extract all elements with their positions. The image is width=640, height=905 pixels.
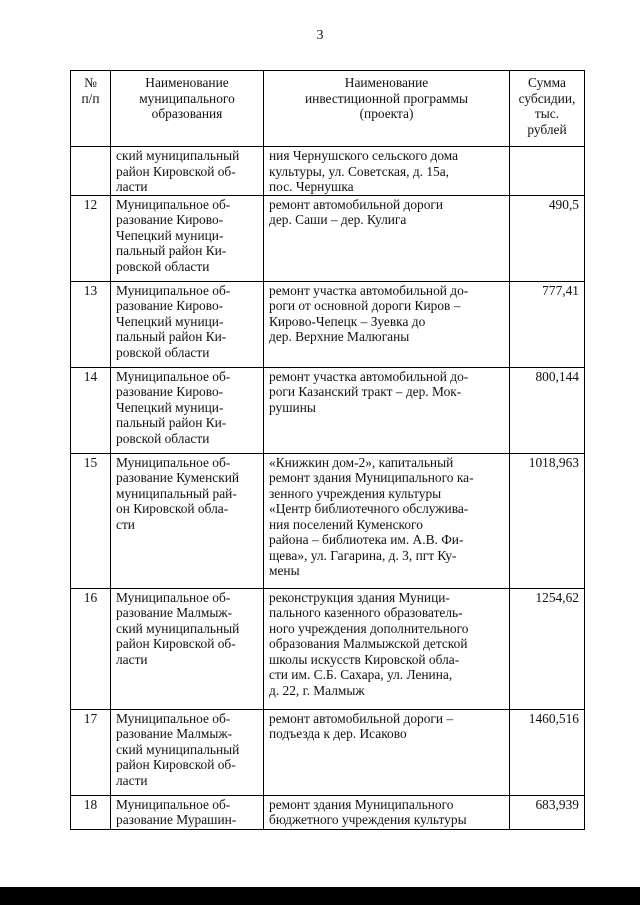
row-municipality bbox=[111, 195, 264, 281]
cell-line: ласти bbox=[116, 772, 148, 788]
cell-line: Муниципальное об- bbox=[116, 796, 231, 812]
row-municipality bbox=[111, 147, 264, 196]
cell-line: пальный район Ки- bbox=[116, 329, 227, 344]
header-line: рублей bbox=[527, 121, 567, 137]
cell-line: разование Малмыж- bbox=[116, 726, 233, 741]
header-line: субсидии, bbox=[518, 90, 576, 106]
header-line: тыс. bbox=[534, 106, 560, 121]
cell-line: ласти bbox=[116, 179, 148, 194]
row-num: 13 bbox=[71, 281, 111, 367]
cell-line: разование Малмыж- bbox=[116, 605, 233, 620]
cell-line: Муниципальное об- bbox=[116, 589, 231, 605]
cell-line: ский муниципальный bbox=[116, 741, 240, 757]
cell-line: муниципальный рай- bbox=[116, 485, 237, 501]
row-program bbox=[264, 147, 510, 196]
cell-line: район Кировской об- bbox=[116, 757, 236, 772]
row-municipality bbox=[111, 367, 264, 453]
header-line: п/п bbox=[81, 90, 100, 106]
cell-line: культуры, ул. Советская, д. 15а, bbox=[269, 163, 450, 179]
cell-line: сти им. С.Б. Сахара, ул. Ленина, bbox=[269, 667, 453, 682]
row-num: 15 bbox=[71, 453, 111, 588]
cell-line: ния поселений Куменского bbox=[269, 516, 423, 532]
table-row bbox=[71, 195, 585, 281]
table-header-row bbox=[71, 71, 585, 147]
row-municipality bbox=[111, 453, 264, 588]
table-row bbox=[71, 367, 585, 453]
cell-line: сти bbox=[116, 516, 135, 532]
row-program bbox=[264, 195, 510, 281]
row-program bbox=[264, 453, 510, 588]
cell-line: разование Кирово- bbox=[116, 384, 224, 399]
cell-line: роги Казанский тракт – дер. Мок- bbox=[269, 384, 462, 399]
cell-line: район Кировской об- bbox=[116, 163, 236, 179]
row-program bbox=[264, 709, 510, 795]
cell-line: ремонт здания Муниципального bbox=[269, 796, 454, 812]
cell-line: Муниципальное об- bbox=[116, 368, 231, 384]
header-program bbox=[264, 71, 510, 147]
header-line: образования bbox=[151, 106, 223, 121]
row-program bbox=[264, 588, 510, 709]
cell-line: пос. Чернушка bbox=[269, 179, 354, 194]
header-line: (проекта) bbox=[359, 106, 414, 121]
row-municipality bbox=[111, 709, 264, 795]
header-line: Наименование bbox=[344, 75, 429, 90]
row-municipality bbox=[111, 588, 264, 709]
row-amount: 800,144 bbox=[510, 367, 585, 453]
table-row bbox=[71, 709, 585, 795]
cell-line: Муниципальное об- bbox=[116, 196, 231, 212]
cell-line: дер. Верхние Малюганы bbox=[269, 329, 410, 344]
row-amount: 490,5 bbox=[510, 195, 585, 281]
cell-line: школы искусств Кировской обла- bbox=[269, 651, 460, 667]
header-num bbox=[71, 71, 111, 147]
row-amount: 683,939 bbox=[510, 795, 585, 829]
header-line: муниципального bbox=[139, 90, 235, 106]
cell-line: зенного учреждения культуры bbox=[269, 485, 442, 501]
cell-line: Чепецкий муници- bbox=[116, 313, 224, 329]
cell-line: ровской области bbox=[116, 344, 210, 360]
cell-line: пального казенного образователь- bbox=[269, 605, 463, 620]
cell-line: разование Мурашин- bbox=[116, 812, 237, 827]
row-num: 18 bbox=[71, 795, 111, 829]
row-program bbox=[264, 367, 510, 453]
row-num: 16 bbox=[71, 588, 111, 709]
cell-line: ремонт участка автомобильной до- bbox=[269, 282, 469, 298]
cell-line: Муниципальное об- bbox=[116, 454, 231, 470]
cell-line: ного учреждения дополнительного bbox=[269, 620, 469, 636]
row-amount: 777,41 bbox=[510, 281, 585, 367]
row-municipality bbox=[111, 281, 264, 367]
cell-line: реконструкция здания Муници- bbox=[269, 589, 450, 605]
header-line: Наименование bbox=[145, 75, 229, 90]
row-amount: 1460,516 bbox=[510, 709, 585, 795]
cell-line: подъезда к дер. Исаково bbox=[269, 726, 407, 741]
cell-line: разование Кирово- bbox=[116, 298, 224, 313]
cell-line: разование Куменский bbox=[116, 470, 240, 485]
page-number: 3 bbox=[316, 28, 324, 43]
table-row bbox=[71, 147, 585, 196]
cell-line: д. 22, г. Малмыж bbox=[269, 682, 365, 698]
cell-line: щева», ул. Гагарина, д. 3, пгт Ку- bbox=[269, 547, 457, 563]
row-amount: 1018,963 bbox=[510, 453, 585, 588]
cell-line: Муниципальное об- bbox=[116, 282, 231, 298]
table-row bbox=[71, 795, 585, 829]
header-municipality bbox=[111, 71, 264, 147]
row-num: 17 bbox=[71, 709, 111, 795]
row-num bbox=[71, 147, 111, 196]
cell-line: дер. Саши – дер. Кулига bbox=[269, 212, 407, 227]
scan-bottom-edge bbox=[0, 887, 640, 905]
cell-line: ласти bbox=[116, 651, 148, 667]
cell-line: «Книжкин дом-2», капитальный bbox=[269, 454, 454, 470]
header-line: Сумма bbox=[528, 75, 566, 90]
header-line: № bbox=[84, 75, 97, 90]
cell-line: роги от основной дороги Киров – bbox=[269, 298, 461, 313]
row-program bbox=[264, 281, 510, 367]
cell-line: ремонт участка автомобильной до- bbox=[269, 368, 469, 384]
cell-line: района – библиотека им. А.В. Фи- bbox=[269, 532, 464, 547]
cell-line: ремонт автомобильной дороги – bbox=[269, 710, 454, 726]
cell-line: пальный район Ки- bbox=[116, 415, 227, 430]
cell-line: ский муниципальный bbox=[116, 620, 240, 636]
row-amount: 1254,62 bbox=[510, 588, 585, 709]
cell-line: ский муниципальный bbox=[116, 148, 240, 163]
table-row bbox=[71, 588, 585, 709]
cell-line: Муниципальное об- bbox=[116, 710, 231, 726]
table-row bbox=[71, 281, 585, 367]
cell-line: Чепецкий муници- bbox=[116, 399, 224, 415]
cell-line: «Центр библиотечного обслужива- bbox=[269, 501, 469, 516]
cell-line: ремонт автомобильной дороги bbox=[269, 196, 444, 212]
row-municipality bbox=[111, 795, 264, 829]
row-amount bbox=[510, 147, 585, 196]
header-amount bbox=[510, 71, 585, 147]
row-num: 14 bbox=[71, 367, 111, 453]
cell-line: пальный район Ки- bbox=[116, 243, 227, 258]
cell-line: район Кировской об- bbox=[116, 636, 236, 651]
cell-line: разование Кирово- bbox=[116, 212, 224, 227]
row-num: 12 bbox=[71, 195, 111, 281]
cell-line: он Кировской обла- bbox=[116, 501, 229, 516]
cell-line: образования Малмыжской детской bbox=[269, 636, 468, 651]
cell-line: бюджетного учреждения культуры bbox=[269, 812, 467, 827]
cell-line: ния Чернушского сельского дома bbox=[269, 148, 459, 163]
subsidy-table bbox=[70, 70, 585, 830]
header-line: инвестиционной программы bbox=[304, 90, 468, 106]
row-program bbox=[264, 795, 510, 829]
cell-line: ремонт здания Муниципального ка- bbox=[269, 470, 474, 485]
cell-line: рушины bbox=[269, 399, 316, 415]
cell-line: ровской области bbox=[116, 258, 210, 274]
cell-line: Кирово-Чепецк – Зуевка до bbox=[269, 313, 426, 329]
cell-line: ровской области bbox=[116, 430, 210, 446]
table-row bbox=[71, 453, 585, 588]
cell-line: Чепецкий муници- bbox=[116, 227, 224, 243]
cell-line: мены bbox=[269, 563, 300, 578]
